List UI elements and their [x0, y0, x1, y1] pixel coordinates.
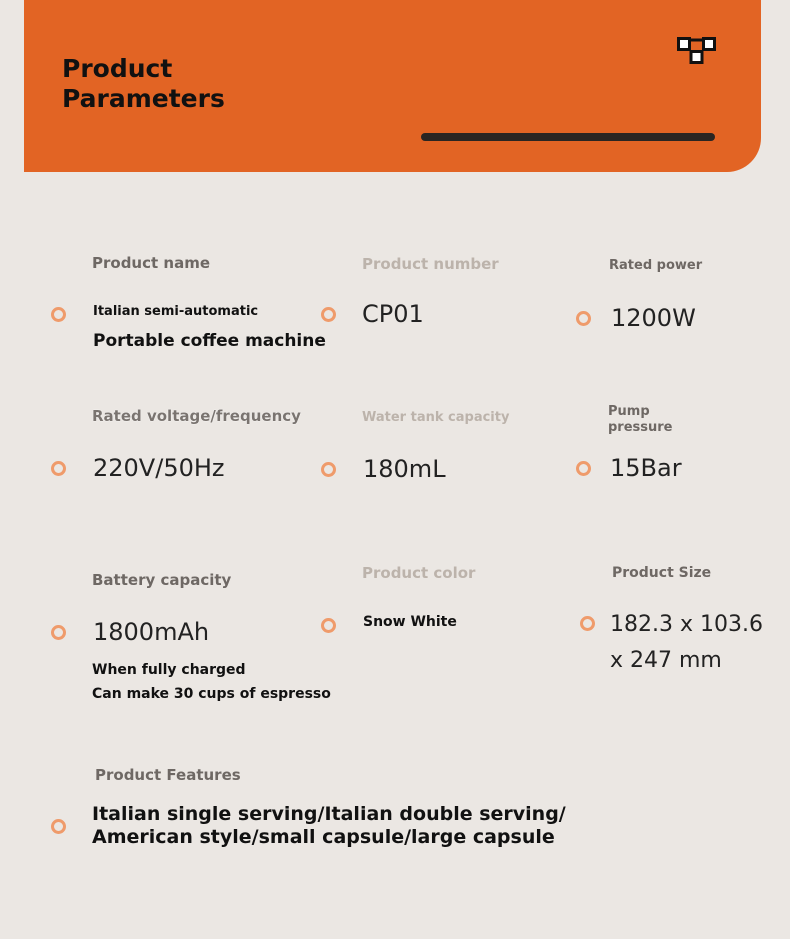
bullet-dot: [576, 461, 591, 476]
value-features-line2: American style/small capsule/large capsule: [92, 826, 555, 848]
bullet-dot: [51, 461, 66, 476]
value-pump-pressure: 15Bar: [610, 454, 682, 482]
label-rated-voltage: Rated voltage/frequency: [92, 407, 301, 425]
value-rated-voltage: 220V/50Hz: [93, 454, 225, 482]
value-rated-power: 1200W: [611, 304, 696, 332]
label-product-color: Product color: [362, 564, 476, 582]
label-product-number: Product number: [362, 255, 499, 273]
bullet-dot: [51, 819, 66, 834]
label-battery: Battery capacity: [92, 571, 232, 589]
value-product-name-line1: Italian semi-automatic: [93, 304, 259, 319]
value-battery: 1800mAh: [93, 618, 210, 646]
title-line-1: Product: [62, 54, 173, 83]
battery-note-line2: Can make 30 cups of espresso: [92, 686, 331, 702]
label-pump-pressure-line2: pressure: [608, 420, 673, 435]
bullet-dot: [576, 311, 591, 326]
bullet-dot: [321, 307, 336, 322]
bullet-dot: [321, 462, 336, 477]
value-features-line1: Italian single serving/Italian double serving/: [92, 803, 566, 825]
label-rated-power: Rated power: [609, 258, 703, 273]
label-product-features: Product Features: [95, 766, 241, 784]
label-water-tank: Water tank capacity: [362, 410, 510, 425]
page-title: [62, 54, 225, 114]
value-product-size-line1: 182.3 x 103.6: [610, 612, 763, 637]
value-product-size-line2: x 247 mm: [610, 648, 722, 673]
bullet-dot: [580, 616, 595, 631]
bullet-dot: [51, 307, 66, 322]
header-corner: [24, 0, 84, 60]
value-product-color: Snow White: [363, 614, 457, 630]
bullet-dot: [51, 625, 66, 640]
label-product-size: Product Size: [612, 565, 712, 581]
value-product-number: CP01: [362, 300, 424, 328]
label-pump-pressure-line1: Pump: [608, 404, 650, 419]
brand-logo-icon: [677, 37, 717, 65]
header-divider-bar: [421, 133, 715, 141]
value-water-tank: 180mL: [363, 455, 446, 483]
title-line-2: Parameters: [62, 84, 225, 113]
bullet-dot: [321, 618, 336, 633]
value-product-name-line2: Portable coffee machine: [93, 331, 326, 351]
label-product-name: Product name: [92, 254, 211, 272]
battery-note-line1: When fully charged: [92, 662, 246, 678]
